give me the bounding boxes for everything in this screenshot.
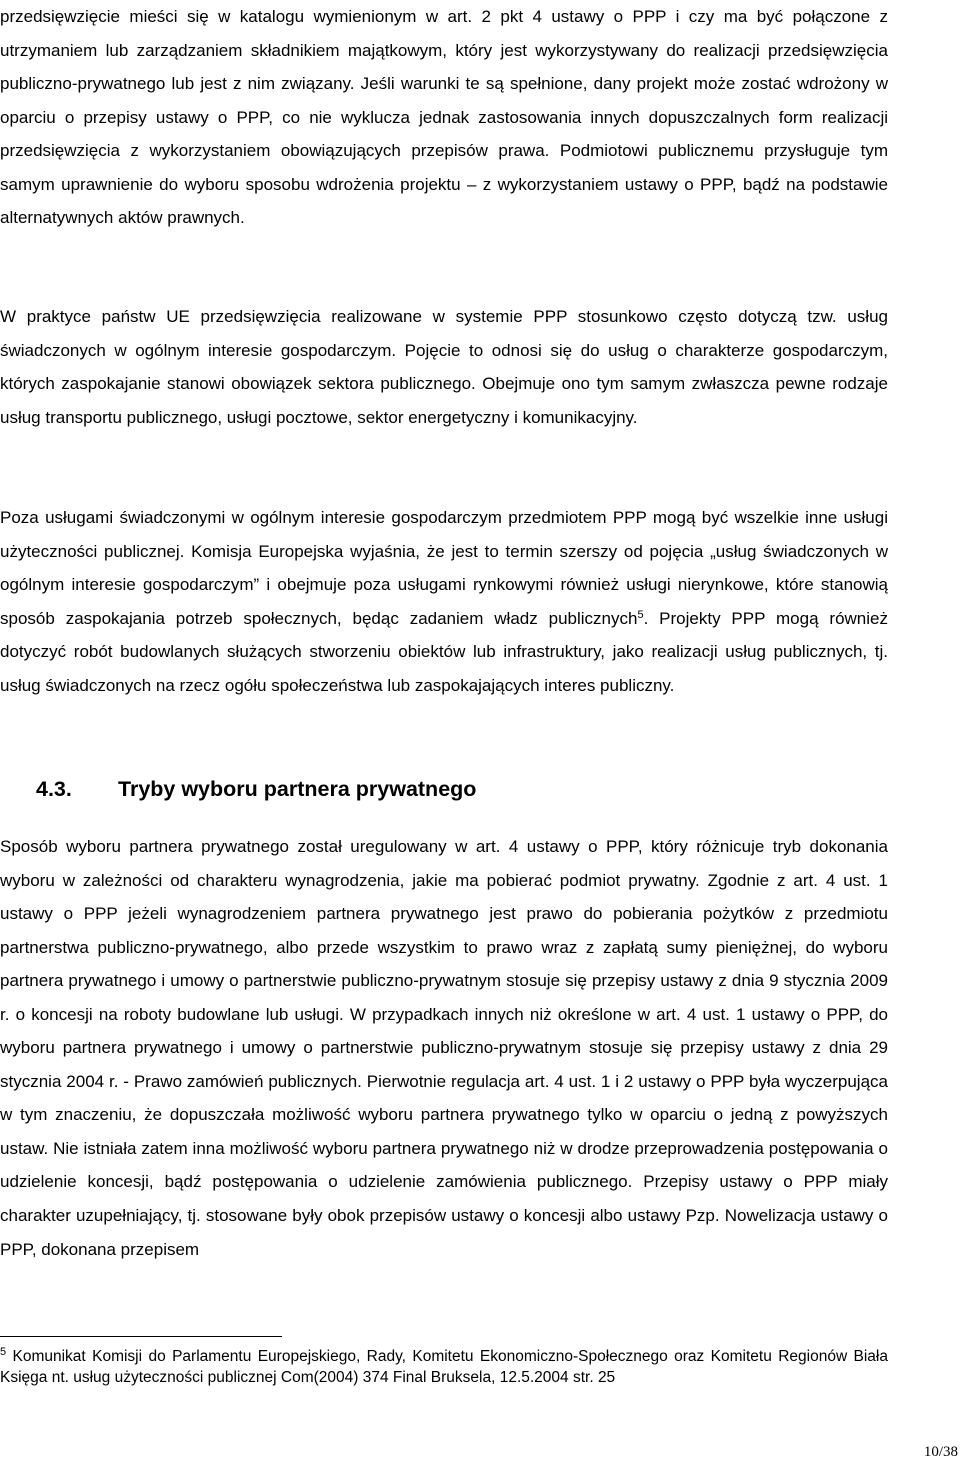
section-number: 4.3.	[36, 777, 72, 801]
paragraph-public-utility-services	[0, 501, 888, 702]
page-number: 10/38	[923, 1444, 958, 1460]
paragraph-ppp-scope: przedsięwzięcie mieści się w katalogu wymienionym w art. 2 pkt 4 ustawy o PPP i czy ma być połączone z utrzymaniem lub zarządzaniem składnikiem majątkowym, który jest wykorzystywany do realizacji przedsięwzięcia publiczno-prywatnego lub jest z nim związany. Jeśli warunki te są spełnione, dany projekt może zostać wdrożony w oparciu o przepisy ustawy o PPP, co nie wyklucza jednak zastosowania innych dopuszczalnych form realizacji przedsięwzięcia z wykorzystaniem obowiązujących przepisów prawa. Podmiotowi publicznemu przysługuje tym samym uprawnienie do wyboru sposobu wdrożenia projektu – z wykorzystaniem ustawy o PPP, bądź na podstawie alternatywnych aktów prawnych.	[0, 7, 888, 228]
footnote-reference[interactable]: 5	[637, 608, 644, 621]
footnote-text: Komunikat Komisji do Parlamentu Europejskiego, Rady, Komitetu Ekonomiczno-Społecznego oraz Komitetu Regionów Biała Księga nt. usług użyteczności publicznej Com(2004) 374 Final Bruksela, 12.5.2004 str. 25	[0, 1348, 888, 1386]
paragraph-text-part: . Projekty PPP mogą również dotyczyć robót budowlanych służących stworzeniu obiektów lub infrastruktury, jako realizacji usług publicznych, tj. usług świadczonych na rzecz ogółu społeczeństwa lub zaspokajających interes publiczny.	[0, 608, 888, 695]
paragraph-services-general-interest: W praktyce państw UE przedsięwzięcia realizowane w systemie PPP stosunkowo często dotyczą tzw. usług świadczonych w ogólnym interesie gospodarczym. Pojęcie to odnosi się do usług o charakterze gospodarczym, których zaspokajanie stanowi obowiązek sektora publicznego. Obejmuje ono tym samym zwłaszcza pewne rodzaje usług transportu publicznego, usługi pocztowe, sektor energetyczny i komunikacyjny.	[0, 307, 888, 427]
footnote-marker: 5	[0, 1346, 7, 1358]
section-title: Tryby wyboru partnera prywatnego	[118, 777, 477, 801]
paragraph-partner-selection: Sposób wyboru partnera prywatnego został uregulowany w art. 4 ustawy o PPP, który różnicuje tryb dokonania wyboru w zależności od charakteru wynagrodzenia, jakie ma pobierać podmiot prywatny. Zgodnie z art. 4 ust. 1 ustawy o PPP jeżeli wynagrodzeniem partnera prywatnego jest prawo do pobierania pożytków z przedmiotu partnerstwa publiczno-prywatnego, albo przede wszystkim to prawo wraz z zapłatą sumy pieniężnej, do wyboru partnera prywatnego i umowy o partnerstwie publiczno-prywatnym stosuje się przepisy ustawy z dnia 9 stycznia 2009 r. o koncesji na roboty budowlane lub usługi. W przypadkach innych niż określone w art. 4 ust. 1 ustawy o PPP, do wyboru partnera prywatnego i umowy o partnerstwie publiczno-prywatnym stosuje się przepisy ustawy z dnia 29 stycznia 2004 r. - Prawo zamówień publicznych. Pierwotnie regulacja art. 4 ust. 1 i 2 ustawy o PPP była wyczerpująca w tym znaczeniu, że dopuszczała możliwość wyboru partnera prywatnego tylko w oparciu o jedną z powyższych ustaw. Nie istniała zatem inna możliwość wyboru partnera prywatnego niż w drodze przeprowadzenia postępowania o udzielenie koncesji, bądź postępowania o udzielenie zamówienia publicznego. Przepisy ustawy o PPP miały charakter uzupełniający, tj. stosowane były obok przepisów ustawy o koncesji albo ustawy Pzp. Nowelizacja ustawy o PPP, dokonana przepisem	[0, 837, 888, 1259]
footnote	[0, 1346, 888, 1388]
footnote-separator	[0, 1336, 282, 1337]
paragraph-text-part: Poza usługami świadczonymi w ogólnym interesie gospodarczym przedmiotem PPP mogą być wszelkie inne usługi użyteczności publicznej. Komisja Europejska wyjaśnia, że jest to termin szerszy od pojęcia „usług świadczonych w ogólnym interesie gospodarczym” i obejmuje poza usługami rynkowymi również usługi nierynkowe, które stanowią sposób zaspokajania potrzeb społecznych, będąc zadaniem władz publicznych	[0, 508, 888, 628]
section-heading	[36, 772, 476, 806]
